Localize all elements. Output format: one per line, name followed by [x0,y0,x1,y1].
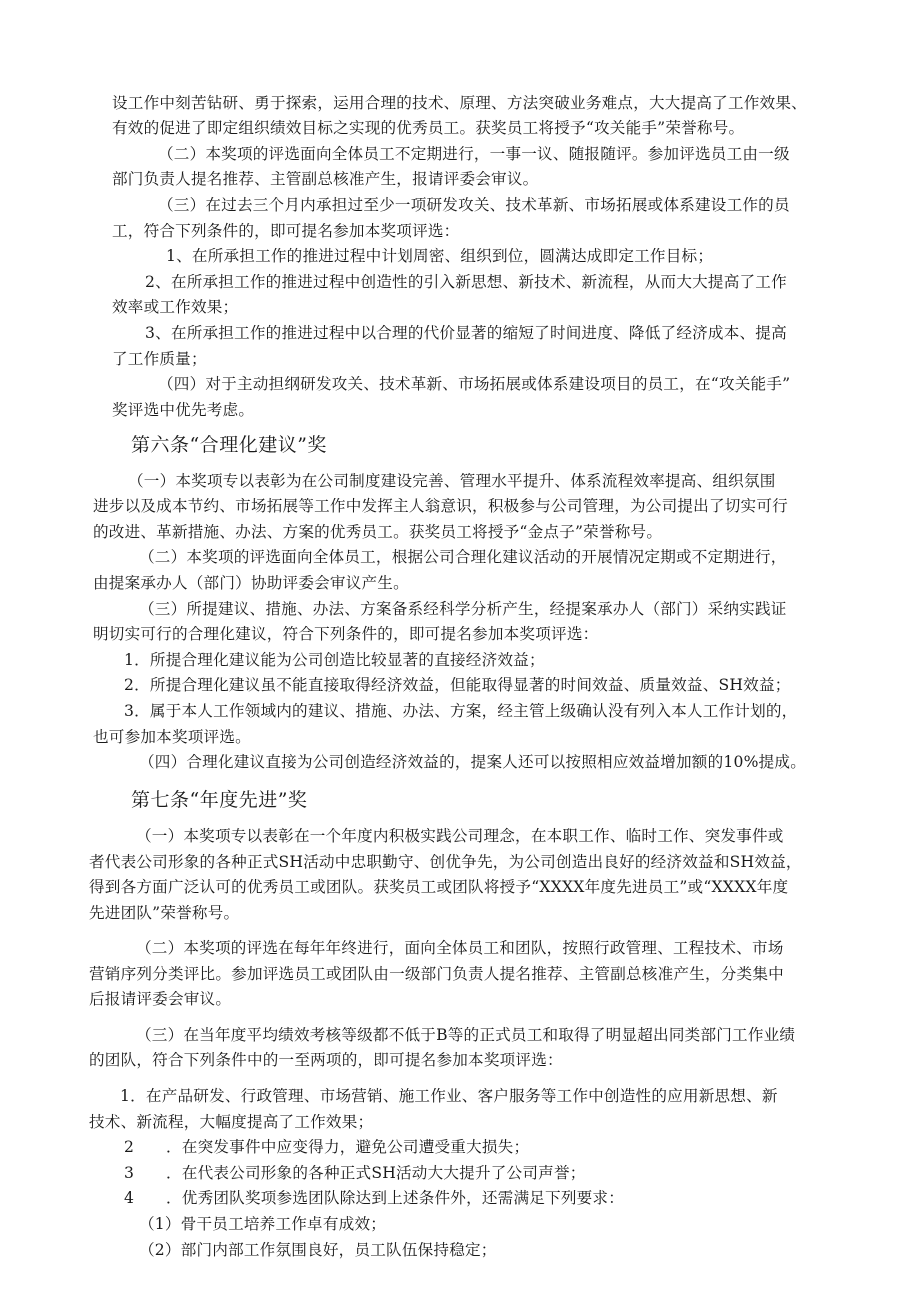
text-line: （三）在过去三个月内承担过至少一项研发攻关、技术革新、市场拓展或体系建设工作的员 [158,196,790,214]
text-line: 有效的促进了即定组织绩效目标之实现的优秀员工。获奖员工将授予“攻关能手”荣誉称号。 [112,119,745,137]
text-line: ．优秀团队奖项参选团队除达到上述条件外，还需满足下列要求： [166,1189,625,1207]
text-line: 3．属于本人工作领域内的建议、措施、办法、方案，经主管上级确认没有列入本人工作计划的， [124,702,798,720]
text-line: （一）本奖项专以表彰在一个年度内积极实践公司理念，在本职工作、临时工作、突发事件或 [136,827,784,845]
text-line: ．在突发事件中应变得力，避免公司遭受重大损失； [166,1138,530,1156]
text-line: 的团队，符合下列条件中的一至两项的，即可提名参加本奖项评选： [89,1051,563,1069]
text-line: 的改进、革新措施、办法、方案的优秀员工。获奖员工将授予“金点子”荣誉称号。 [93,523,663,541]
text-line: 技术、新流程，大幅度提高了工作效果； [89,1113,374,1131]
text-line: 设工作中刻苦钻研、勇于探索，运用合理的技术、原理、方法突破业务难点，大大提高了工作效果、 [112,94,807,112]
section-heading-6: 第六条“合理化建议”奖 [131,434,327,456]
text-line: （三）所提建议、措施、办法、方案备系经科学分析产生，经提案承办人（部门）采纳实践证 [139,600,787,618]
text-line: 营销序列分类评比。参加评选员工或团队由一级部门负责人提名推荐、主管副总核准产生，分类集中 [89,965,784,983]
text-line: 得到各方面广泛认可的优秀员工或团队。获奖员工或团队将授予“XXXX年度先进员工”或“XXXX年度 [89,878,789,896]
text-line: （1）骨干员工培养工作卓有成效； [139,1215,387,1233]
text-line: 先进团队”荣誉称号。 [89,904,240,922]
text-line: ．在代表公司形象的各种正式SH活动大大提升了公司声誉； [166,1164,586,1182]
text-line: 后报请评委会审议。 [89,990,232,1008]
text-line: （一）本奖项专以表彰为在公司制度建设完善、管理水平提升、体系流程效率提高、组织氛围 [128,472,776,490]
text-line: 2．所提合理化建议虽不能直接取得经济效益，但能取得显著的时间效益、质量效益、SH效益； [124,676,791,694]
list-number: 4 [124,1189,135,1207]
text-line: 2、在所承担工作的推进过程中创造性的引入新思想、新技术、新流程，从而大大提高了工作 [145,273,787,291]
text-line: 者代表公司形象的各种正式SH活动中忠职勤守、创优争先，为公司创造出良好的经济效益和SH效益， [89,853,802,871]
text-line: 奖评选中优先考虑。 [112,401,255,419]
text-line: （二）本奖项的评选面向全体员工不定期进行，一事一议、随报随评。参加评选员工由一级 [158,145,790,163]
text-line: 1．在产品研发、行政管理、市场营销、施工作业、客户服务等工作中创造性的应用新思想、新 [120,1087,778,1105]
text-line: 工，符合下列条件的，即可提名参加本奖项评选： [112,222,460,240]
text-line: 3、在所承担工作的推进过程中以合理的代价显著的缩短了时间进度、降低了经济成本、提高 [145,324,787,342]
text-line: 部门负责人提名推荐、主管副总核准产生，报请评委会审议。 [112,170,539,188]
text-line: 效率或工作效果； [112,298,239,316]
text-line: 1、在所承担工作的推进过程中计划周密、组织到位，圆满达成即定工作目标； [166,247,714,265]
text-line: 进步以及成本节约、市场拓展等工作中发挥主人翁意识，积极参与公司管理，为公司提出了切实可行 [93,497,788,515]
text-line: （四）合理化建议直接为公司创造经济效益的，提案人还可以按照相应效益增加额的10%提成。 [139,753,807,771]
text-line: （二）本奖项的评选在每年年终进行，面向全体员工和团队，按照行政管理、工程技术、市场 [136,939,784,957]
text-line: 1．所提合理化建议能为公司创造比较显著的直接经济效益； [124,651,545,669]
list-number: 3 [124,1164,135,1182]
text-line: 由提案承办人（部门）协助评委会审议产生。 [93,574,409,592]
text-line: （2）部门内部工作氛围良好，员工队伍保持稳定； [139,1241,497,1259]
text-line: 也可参加本奖项评选。 [93,728,251,746]
text-line: （四）对于主动担纲研发攻关、技术革新、市场拓展或体系建设项目的员工，在“攻关能手” [158,375,791,393]
text-line: 了工作质量； [112,350,207,368]
text-line: 明切实可行的合理化建议，符合下列条件的，即可提名参加本奖项评选： [93,625,599,643]
text-line: （三）在当年度平均绩效考核等级都不低于B等的正式员工和取得了明显超出同类部门工作业绩 [136,1026,796,1044]
list-number: 2 [124,1138,135,1156]
text-line: （二）本奖项的评选面向全体员工，根据公司合理化建议活动的开展情况定期或不定期进行， [139,548,787,566]
section-heading-7: 第七条“年度先进”奖 [131,789,308,811]
